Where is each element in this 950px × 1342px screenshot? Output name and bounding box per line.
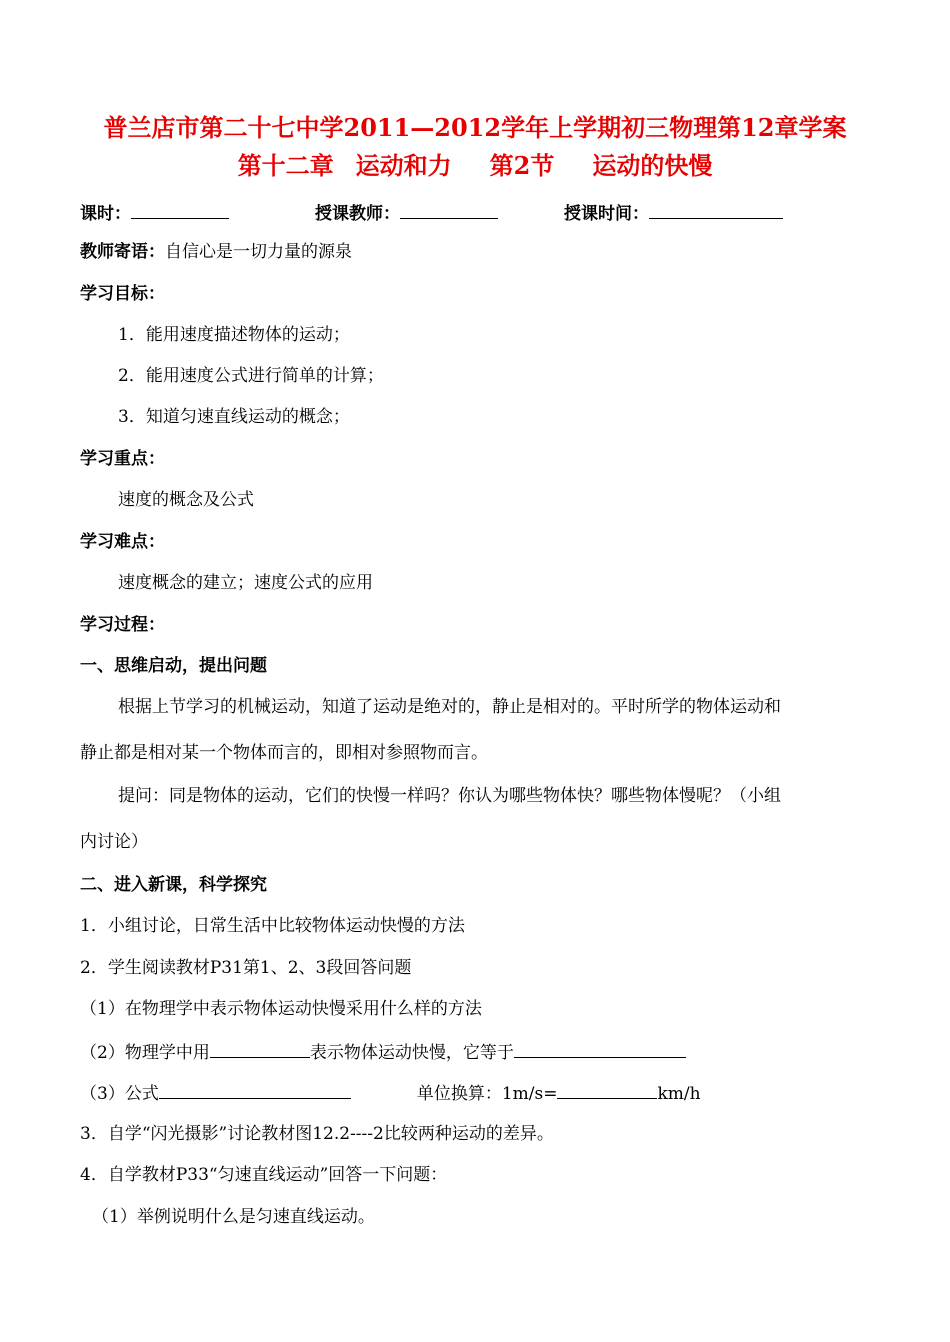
lesson-title: 运动的快慢 [592, 151, 713, 180]
difficulties-text: 速度概念的建立；速度公式的应用 [118, 573, 373, 593]
time-label: 授课时间： [564, 204, 649, 224]
part1-paragraph2-line1: 提问：同是物体的运动，它们的快慢一样吗？你认为哪些物体快？哪些物体慢呢？（小组 [118, 786, 781, 806]
part1-paragraph2-line2: 内讨论） [80, 832, 148, 852]
objective-item-1: 1．能用速度描述物体的运动； [118, 325, 350, 345]
part2-question-1: （1）在物理学中表示物体运动快慢采用什么样的方法 [80, 999, 482, 1019]
unit-conversion-blank[interactable] [557, 1080, 657, 1099]
chapter-topic: 运动和力 [355, 151, 452, 180]
part2-question-2 [80, 1039, 686, 1065]
part2-item-1: 1．小组讨论，日常生活中比较物体运动快慢的方法 [80, 916, 465, 936]
objectives-heading: 学习目标： [80, 284, 165, 304]
formula-blank[interactable] [159, 1080, 351, 1099]
header-fields [80, 200, 783, 226]
teacher-blank[interactable] [400, 200, 498, 219]
objective-item-2: 2．能用速度公式进行简单的计算； [118, 366, 384, 386]
unit-conversion-label: 单位换算：1m/s= [416, 1084, 558, 1104]
question-2-text-b: 表示物体运动快慢，它等于 [309, 1043, 514, 1063]
question-2-text-a: （2）物理学中用 [80, 1043, 210, 1063]
teacher-message [80, 240, 352, 264]
unit-kmh: km/h [657, 1084, 701, 1104]
process-heading: 学习过程： [80, 615, 165, 635]
chapter-title [0, 150, 950, 182]
objective-item-3: 3．知道匀速直线运动的概念； [118, 407, 350, 427]
difficulties-heading: 学习难点： [80, 532, 165, 552]
teacher-message-label: 教师寄语： [80, 242, 165, 262]
part1-paragraph1-line2: 静止都是相对某一个物体而言的，即相对参照物而言。 [80, 743, 488, 763]
part2-item-3: 3．自学“闪光摄影”讨论教材图12.2----2比较两种运动的差异。 [80, 1124, 554, 1144]
document-title: 普兰店市第二十七中学2011—2012学年上学期初三物理第12章学案 [103, 113, 847, 142]
key-points-heading: 学习重点： [80, 449, 165, 469]
part2-question-3 [80, 1080, 701, 1106]
teacher-message-text: 自信心是一切力量的源泉 [165, 242, 352, 262]
question-3-text-a: （3）公式 [80, 1084, 159, 1104]
part2-heading: 二、进入新课，科学探究 [80, 875, 267, 895]
key-points-text: 速度的概念及公式 [118, 490, 254, 510]
part2-item-4-question-1: （1）举例说明什么是匀速直线运动。 [92, 1207, 375, 1227]
question-2-blank-2[interactable] [514, 1039, 686, 1058]
question-2-blank-1[interactable] [210, 1039, 310, 1058]
class-hours-blank[interactable] [131, 200, 229, 219]
part2-item-4: 4．自学教材P33“匀速直线运动”回答一下问题： [80, 1165, 448, 1185]
part2-item-2: 2．学生阅读教材P31第1、2、3段回答问题 [80, 958, 412, 978]
part1-heading: 一、思维启动，提出问题 [80, 656, 267, 676]
time-blank[interactable] [649, 200, 783, 219]
teacher-label: 授课教师： [315, 204, 400, 224]
part1-paragraph1-line1: 根据上节学习的机械运动，知道了运动是绝对的，静止是相对的。平时所学的物体运动和 [118, 697, 781, 717]
chapter-number: 第十二章 [237, 151, 334, 180]
class-hours-label: 课时： [80, 204, 131, 224]
section-number: 第2节 [489, 151, 555, 180]
